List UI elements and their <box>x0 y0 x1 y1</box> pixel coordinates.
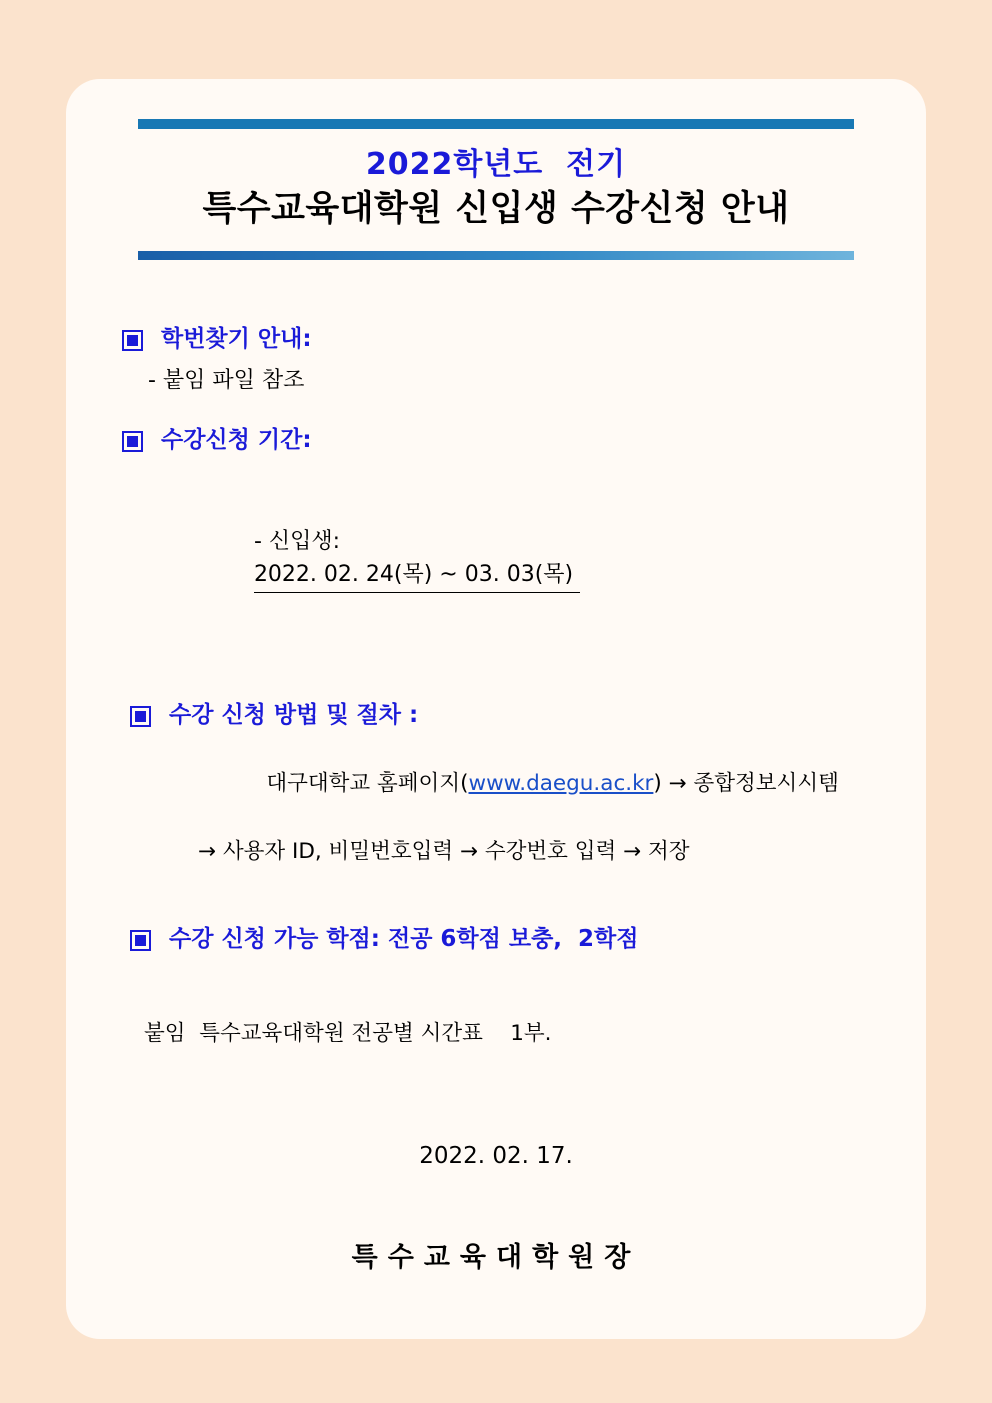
university-website-link[interactable]: www.daegu.ac.kr <box>468 770 654 796</box>
title-line-2: 특수교육대학원 신입생 수강신청 안내 <box>202 188 790 229</box>
section-heading <box>130 922 870 957</box>
section-heading-label: 수강신청 기간: <box>161 427 312 454</box>
document-date: 2022. 02. 17. <box>419 1143 573 1170</box>
section-heading <box>122 423 870 458</box>
section-heading <box>130 698 870 733</box>
registration-period-prefix: - 신입생: <box>253 528 341 554</box>
section-heading <box>122 322 870 357</box>
square-bullet-icon <box>130 706 151 727</box>
procedure-suffix: ) → 종합정보시시템 <box>653 770 839 796</box>
section-heading-label: 수강 신청 방법 및 절차 : <box>169 701 419 728</box>
square-bullet-icon <box>130 930 151 951</box>
registration-period-dates: 2022. 02. 24(목) ~ 03. 03(목) <box>254 558 580 593</box>
procedure-line-1 <box>198 732 870 835</box>
attachment-note: 붙임 특수교육대학원 전공별 시간표 1부. <box>144 1021 552 1047</box>
square-bullet-icon <box>122 330 143 351</box>
section-credit-limit <box>122 922 870 957</box>
document-content <box>122 119 870 1274</box>
section-heading-label: 학번찾기 안내: <box>161 325 312 352</box>
section-sub-text: - 붙임 파일 참조 <box>148 368 305 394</box>
page-title <box>122 129 870 243</box>
title-bottom-rule <box>138 251 854 260</box>
registration-period-line <box>184 492 870 626</box>
title-top-rule <box>138 119 854 129</box>
document-signer: 특수교육대학원장 <box>351 1242 641 1274</box>
square-bullet-icon <box>122 431 143 452</box>
section-heading-label: 수강 신청 가능 학점: 전공 6학점 보충, 2학점 <box>169 925 639 952</box>
procedure-line-2: → 사용자 ID, 비밀번호입력 → 수강번호 입력 → 저장 <box>198 839 690 865</box>
procedure-prefix: 대구대학교 홈페이지( <box>266 770 469 796</box>
title-line-1: 2022학년도 전기 <box>365 147 627 182</box>
section-registration-method <box>122 698 870 870</box>
document-body <box>122 322 870 1275</box>
document-page <box>66 79 926 1339</box>
section-registration-period <box>122 423 870 626</box>
section-student-id-lookup <box>122 322 870 398</box>
